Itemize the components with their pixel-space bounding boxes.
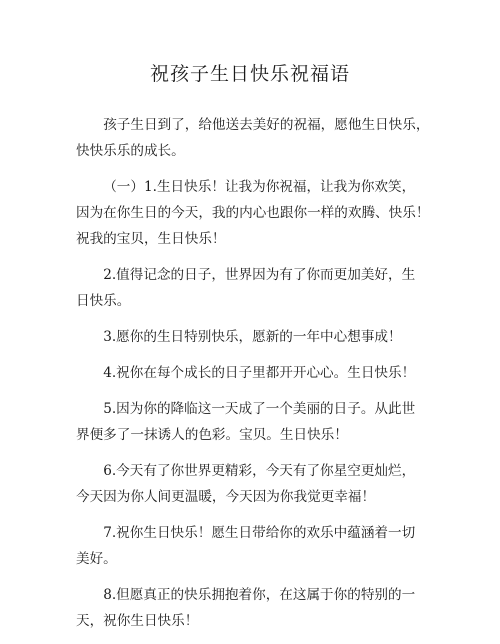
paragraph-wish-1 xyxy=(76,174,428,252)
paragraph-line: 天，祝你生日快乐！ xyxy=(76,613,199,629)
document-body xyxy=(76,112,428,644)
paragraph-line: 2.值得记念的日子，世界因为有了你而更加美好，生 xyxy=(103,267,416,283)
paragraph-wish-5 xyxy=(76,396,428,448)
paragraph-wish-8 xyxy=(76,582,428,634)
paragraph-line: 8.但愿真正的快乐拥抱着你，在这属于你的特别的一 xyxy=(103,587,416,603)
paragraph-wish-2 xyxy=(76,262,428,314)
paragraph-line: 3.愿你的生日特别快乐，愿新的一年中心想事成！ xyxy=(103,329,402,345)
paragraph-line: 界便多了一抹诱人的色彩。宝贝。生日快乐！ xyxy=(76,427,348,443)
paragraph-line: 快快乐乐的成长。 xyxy=(76,143,185,159)
document-title: 祝孩子生日快乐祝福语 xyxy=(149,63,350,85)
paragraph-line: 今天因为你人间更温暖，今天因为你我觉更幸福！ xyxy=(76,489,376,505)
paragraph-wish-6 xyxy=(76,458,428,510)
paragraph-wish-7 xyxy=(76,520,428,572)
paragraph-line: 5.因为你的降临这一天成了一个美丽的日子。从此世 xyxy=(103,401,416,417)
paragraph-line: 孩子生日到了，给他送去美好的祝福，愿他生日快乐， xyxy=(103,117,430,133)
paragraph-line: 美好。 xyxy=(76,551,117,567)
paragraph-line: 祝我的宝贝，生日快乐！ xyxy=(76,231,226,247)
paragraph-line: （一）1.生日快乐！让我为你祝福，让我为你欢笑， xyxy=(103,179,416,195)
paragraph-line: 因为在你生日的今天，我的内心也跟你一样的欢腾、快乐！ xyxy=(76,205,430,221)
paragraph-intro xyxy=(76,112,428,164)
paragraph-line: 6.今天有了你世界更精彩，今天有了你星空更灿烂， xyxy=(103,463,416,479)
paragraph-wish-3 xyxy=(76,324,428,350)
paragraph-line: 4.祝你在每个成长的日子里都开开心心。生日快乐！ xyxy=(103,365,416,381)
paragraph-line: 7.祝你生日快乐！愿生日带给你的欢乐中蕴涵着一切 xyxy=(103,525,416,541)
paragraph-wish-4 xyxy=(76,360,428,386)
paragraph-line: 日快乐。 xyxy=(76,293,131,309)
